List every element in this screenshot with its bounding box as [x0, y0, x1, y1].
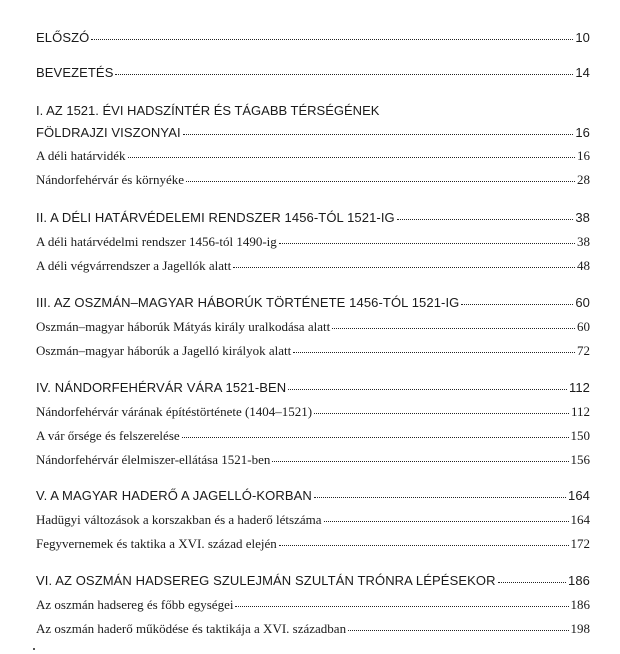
entry-title: FÖLDRAJZI VISZONYAI — [36, 125, 181, 140]
dot-leader — [183, 134, 574, 135]
dot-leader — [128, 157, 575, 158]
toc-subentry[interactable] — [36, 512, 590, 528]
entry-title: IV. NÁNDORFEHÉRVÁR VÁRA 1521-BEN — [36, 380, 287, 395]
entry-page: 28 — [577, 172, 590, 187]
dot-leader — [293, 352, 575, 353]
toc-subentry[interactable] — [36, 172, 590, 188]
entry-title: VI. AZ OSZMÁN HADSEREG SZULEJMÁN SZULTÁN TRÓNRA LÉPÉSEKOR — [36, 573, 496, 588]
entry-page: 10 — [575, 30, 590, 45]
scan-speck — [33, 648, 35, 650]
entry-page: 38 — [575, 210, 590, 225]
toc-entry-chapter-2[interactable] — [36, 210, 590, 225]
dot-leader — [498, 582, 566, 583]
toc-subentry[interactable] — [36, 319, 590, 335]
entry-title: A déli határvidék — [36, 148, 126, 163]
dot-leader — [324, 521, 569, 522]
dot-leader — [272, 461, 568, 462]
entry-title: ELŐSZÓ — [36, 30, 90, 45]
dot-leader — [288, 389, 567, 390]
toc-subentry[interactable] — [36, 343, 590, 359]
entry-page: 172 — [570, 536, 590, 551]
dot-leader — [235, 606, 568, 607]
dot-leader — [332, 328, 575, 329]
entry-page: 72 — [577, 343, 590, 358]
toc-entry-eloszo[interactable] — [36, 30, 590, 45]
toc-subentry[interactable] — [36, 428, 590, 444]
dot-leader — [397, 219, 574, 220]
dot-leader — [348, 630, 568, 631]
entry-title: III. AZ OSZMÁN–MAGYAR HÁBORÚK TÖRTÉNETE 1456-TÓL 1521-IG — [36, 295, 460, 310]
entry-page: 164 — [568, 488, 590, 503]
entry-title: Hadügyi változások a korszakban és a haderő létszáma — [36, 512, 322, 527]
entry-page: 150 — [570, 428, 590, 443]
entry-title: A déli végvárrendszer a Jagellók alatt — [36, 258, 232, 273]
entry-title: II. A DÉLI HATÁRVÉDELEMI RENDSZER 1456-TÓL 1521-IG — [36, 210, 395, 225]
entry-page: 186 — [568, 573, 590, 588]
entry-title: Az oszmán hadsereg és főbb egységei — [36, 597, 234, 612]
entry-page: 16 — [577, 148, 590, 163]
entry-page: 16 — [575, 125, 590, 140]
toc-subentry[interactable] — [36, 597, 590, 613]
entry-page: 14 — [575, 65, 590, 80]
entry-page: 60 — [577, 319, 590, 334]
toc-subentry[interactable] — [36, 536, 590, 552]
entry-page: 38 — [577, 234, 590, 249]
toc-entry-chapter-3[interactable] — [36, 295, 590, 310]
dot-leader — [279, 243, 575, 244]
entry-title: BEVEZETÉS — [36, 65, 114, 80]
dot-leader — [115, 74, 573, 75]
toc-subentry[interactable] — [36, 148, 590, 164]
entry-title: A déli határvédelmi rendszer 1456-tól 1490-ig — [36, 234, 277, 249]
dot-leader — [314, 497, 566, 498]
dot-leader — [461, 304, 573, 305]
entry-title: V. A MAGYAR HADERŐ A JAGELLÓ-KORBAN — [36, 488, 312, 503]
entry-page: 164 — [570, 512, 590, 527]
entry-title: Fegyvernemek és taktika a XVI. század elején — [36, 536, 277, 551]
toc-subentry[interactable] — [36, 234, 590, 250]
dot-leader — [279, 545, 569, 546]
toc-entry-chapter-4[interactable] — [36, 380, 590, 395]
entry-page: 60 — [575, 295, 590, 310]
toc-subentry[interactable] — [36, 452, 590, 468]
entry-page: 186 — [570, 597, 590, 612]
entry-title: A vár őrsége és felszerelése — [36, 428, 180, 443]
dot-leader — [182, 437, 569, 438]
entry-page: 48 — [577, 258, 590, 273]
dot-leader — [186, 181, 575, 182]
entry-title: Nándorfehérvár várának építéstörténete (1404–1521) — [36, 404, 313, 419]
toc-entry-bevezetes[interactable] — [36, 65, 590, 80]
dot-leader — [314, 413, 569, 414]
entry-title: Nándorfehérvár és környéke — [36, 172, 184, 187]
entry-page: 156 — [570, 452, 590, 467]
entry-title: Nándorfehérvár élelmiszer-ellátása 1521-ben — [36, 452, 271, 467]
entry-page: 198 — [570, 621, 590, 636]
toc-entry-chapter-5[interactable] — [36, 488, 590, 503]
toc-subentry[interactable] — [36, 404, 590, 420]
dot-leader — [91, 39, 573, 40]
toc-entry-chapter-1[interactable] — [36, 125, 590, 140]
toc-entry-chapter-6[interactable] — [36, 573, 590, 588]
chapter-1-title-line1[interactable]: I. AZ 1521. ÉVI HADSZÍNTÉR ÉS TÁGABB TÉRSÉGÉNEK — [36, 103, 380, 118]
entry-page: 112 — [568, 380, 590, 395]
entry-page: 112 — [570, 404, 590, 419]
toc-subentry[interactable] — [36, 258, 590, 274]
entry-title: Az oszmán haderő működése és taktikája a XVI. században — [36, 621, 347, 636]
entry-title: Oszmán–magyar háborúk Mátyás király uralkodása alatt — [36, 319, 331, 334]
dot-leader — [233, 267, 575, 268]
toc-subentry[interactable] — [36, 621, 590, 637]
entry-title: Oszmán–magyar háborúk a Jagelló királyok alatt — [36, 343, 292, 358]
